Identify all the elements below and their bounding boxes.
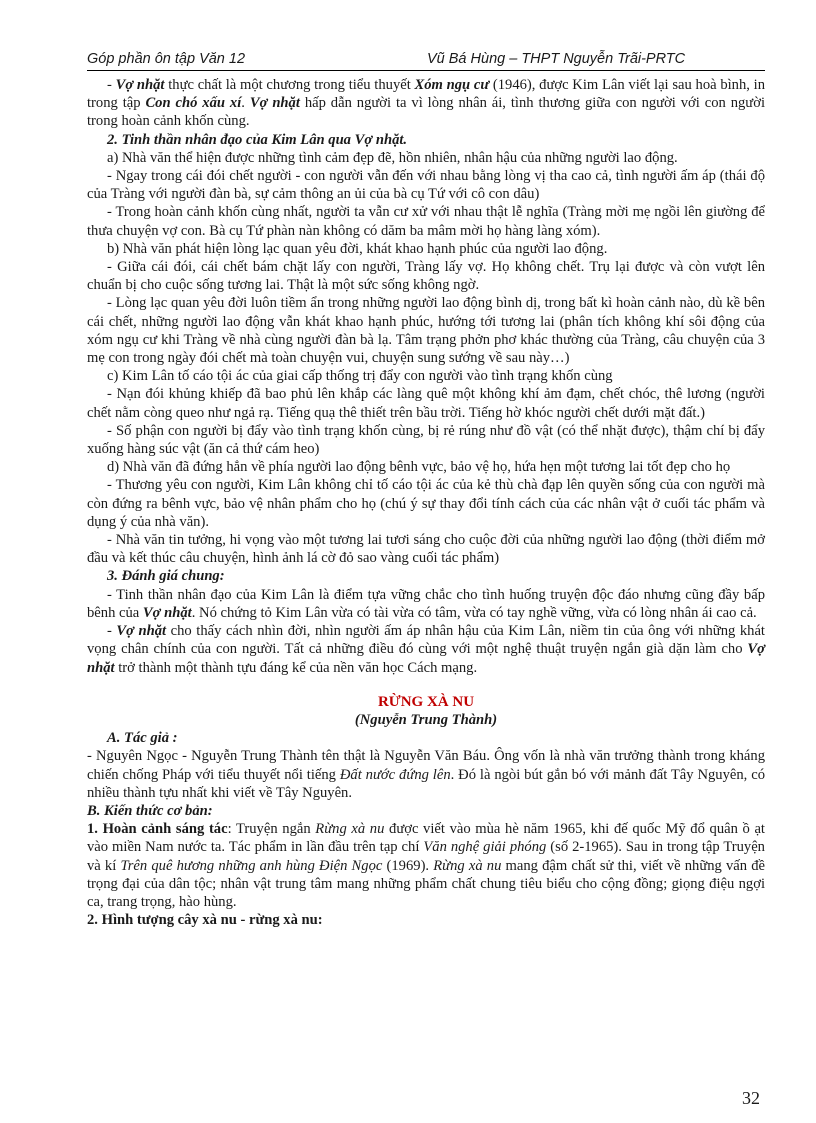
text: cho thấy cách nhìn đời, nhìn người ấm áp nhân hậu của Kim Lân, niềm tin của ông với những khát vọng chân chính của con người. Tất cả những điều đó cùng với một nghệ thuật truyện ngắn già dặn làm cho (87, 623, 765, 658)
text: trở thành một thành tựu đáng kể của nền văn học Cách mạng. (114, 659, 478, 676)
text: : Truyện ngắn (227, 821, 316, 838)
text: hấp dẫn người ta vì lòng nhân ái, tình thương giữa con người với con người trong hoàn cảnh khốn cùng. (87, 95, 765, 130)
paragraph-d2: - Nhà văn tin tưởng, hi vọng vào một tương lai tươi sáng cho cuộc đời của những người lao động (thời điểm mở đầu và kết thúc câu chuyện, hình ảnh lá cờ đỏ sao vàng cuối tác phẩm) (87, 532, 765, 567)
header-right: Vũ Bá Hùng – THPT Nguyễn Trãi-PRTC (427, 51, 686, 67)
paragraph-a: a) Nhà văn thể hiện được những tình cảm đẹp đẽ, hồn nhiên, nhân hậu của những người lao động. (107, 149, 678, 166)
work-title: Con chó xấu xí (145, 95, 242, 112)
work-title: Đất nước đứng lên (339, 766, 451, 783)
paragraph-c1: - Nạn đói khủng khiếp đã bao phủ lên khắp các làng quê một không khí ảm đạm, chết chóc, thê lương (người chết nằm còng queo như ngả rạ. Tiếng quạ thê thiết trên bầu trời. Tiếng hờ khóc người chết dưới mặt đất.) (87, 386, 765, 421)
page-content (87, 76, 765, 929)
subheading: 1. Hoàn cảnh sáng tác (87, 821, 228, 838)
page-number: 32 (742, 1088, 760, 1108)
work-title: Vợ nhặt (142, 604, 192, 621)
work-title: Rừng xà nu (315, 821, 385, 838)
paragraph-author (87, 747, 765, 802)
text: - (107, 623, 117, 640)
text: (số 2-1965). Sau in trong tập Truyện và kí (87, 839, 765, 874)
section-heading-3: 3. Đánh giá chung: (107, 568, 225, 585)
text: được viết vào mùa hè năm 1965, khi đế quốc Mỹ đổ quân ồ ạt vào miền Nam nước ta. Tác phẩm in lần đầu trên tạp chí (87, 821, 765, 856)
text: - (107, 77, 116, 93)
header-left: Góp phần ôn tập Văn 12 (87, 51, 246, 67)
text: - Tinh thần nhân đạo của Kim Lân là điểm tựa vững chắc cho tình huống truyện độc đáo nhưng cũng đầy bấp bênh của (87, 586, 765, 621)
text: . Đó là ngòi bút gắn bó với mảnh đất Tây Nguyên, có nhiều thành tựu nhất khi viết về Tây Nguyên. (87, 766, 765, 801)
paragraph-c: c) Kim Lân tố cáo tội ác của giai cấp thống trị đẩy con người vào tình trạng khốn cùng (107, 368, 613, 385)
work-title: Trên quê hương những anh hùng Điện Ngọc (120, 857, 383, 874)
paragraph-a1: - Ngay trong cái đói chết người - con người vẫn đến với nhau bằng lòng vị tha cao cả, tình người ấm áp (thái độ của Tràng với người đàn bà, sự cảm thông an ủi của bà cụ Tứ với cô con dâu) (87, 168, 765, 203)
paragraph-context (87, 820, 765, 911)
section-heading-2: 2. Tinh thần nhân đạo của Kim Lân qua Vợ nhặt. (107, 131, 408, 148)
text: - Nguyên Ngọc - Nguyễn Trung Thành tên thật là Nguyễn Văn Báu. Ông vốn là nhà văn trưởng thành trong kháng chiến chống Pháp với tiểu thuyết nổi tiếng (87, 748, 765, 783)
paragraph-c2: - Số phận con người bị đẩy vào tình trạng khốn cùng, bị rẻ rúng như đồ vật (có thể nhặt được), thậm chí bị đẩy xuống hàng súc vật (ăn cả thứ cám heo) (87, 422, 765, 458)
text: (1969). (382, 857, 434, 874)
heading-author: A. Tác giả : (107, 730, 178, 747)
lesson-title-block (87, 693, 765, 729)
heading-image: 2. Hình tượng cây xà nu - rừng xà nu: (87, 912, 323, 929)
paragraph-b: b) Nhà văn phát hiện lòng lạc quan yêu đời, khát khao hạnh phúc của người lao động. (107, 240, 608, 257)
work-title: Xóm ngụ cư (414, 77, 490, 93)
paragraph-e2 (87, 622, 765, 677)
lesson-title: RỪNG XÀ NU (377, 693, 475, 710)
text: . Nó chứng tỏ Kim Lân vừa có tài vừa có tâm, vừa có tay nghề vững, vừa có lòng nhân ái cao cả. (191, 604, 757, 621)
paragraph-d1: - Thương yêu con người, Kim Lân không chỉ tố cáo tội ác của kẻ thù chà đạp lên quyền sống của con người mà còn đứng ra bênh vực, bảo vệ nhân phẩm cho họ (chú ý sự thay đổi tính cách của các nhân vật ở cuối tác phẩm và dụng ý của nhà văn). (87, 477, 765, 530)
work-title: Vợ nhặt (115, 77, 165, 93)
paragraph-b1: - Giữa cái đói, cái chết bám chặt lấy con người, Tràng lấy vợ. Họ không chết. Trụ lại được và còn vượt lên chuẩn bị cho cuộc sống tương lai. Thật là một sức sống không ngờ. (87, 259, 765, 294)
text: mang đậm chất sử thi, viết về những vấn đề trọng đại của dân tộc; nhân vật trung tâm mang những phẩm chất chung tiêu biểu cho cộng đồng; giọng điệu ngợi ca, trang trọng, hào hùng. (87, 857, 765, 910)
text: (1946), được Kim Lân viết lại sau hoà bình, in trong tập (87, 77, 765, 112)
heading-knowledge: B. Kiến thức cơ bản: (87, 802, 213, 819)
paragraph-d: d) Nhà văn đã đứng hẳn về phía người lao động bênh vực, bảo vệ họ, hứa hẹn một tương lai tốt đẹp cho họ (107, 459, 731, 476)
text: thực chất là một chương trong tiểu thuyết (164, 77, 415, 93)
paragraph-a2: - Trong hoàn cảnh khốn cùng nhất, người ta vẫn cư xử với nhau thật lễ nghĩa (Tràng mời mẹ ngồi lên giường để thưa chuyện vợ con. Bà cụ Tứ phàn nàn không có dăm ba mâm mời họ hàng làng xóm). (87, 204, 765, 239)
page-header (87, 48, 765, 71)
lesson-author: (Nguyễn Trung Thành) (354, 711, 498, 728)
paragraph-intro (87, 76, 765, 131)
text: . (241, 95, 250, 112)
work-title: Vợ nhặt (116, 623, 167, 640)
work-title: Rừng xà nu (433, 857, 502, 874)
paragraph-b2: - Lòng lạc quan yêu đời luôn tiềm ẩn trong những người lao động bình dị, trong bất kì hoàn cảnh nào, dù kề bên cái chết, những người lao động vẫn khát khao hạnh phúc, hướng tới tương lai (phân tích không khí sôi động của xóm ngụ cư khi Tràng về nhà cùng người đàn bà lạ. Tâm trạng phởn phơ khác thường của Tràng, câu chuyện của 3 mẹ con trong ngày đói chết mà toàn chuyện vui, chuyện sung sướng về sau này…) (87, 295, 765, 367)
work-title: Vợ nhặt (87, 641, 765, 676)
work-title: Vợ nhặt (249, 95, 300, 112)
paragraph-e1 (87, 586, 765, 622)
work-title: Văn nghệ giải phóng (423, 839, 547, 856)
